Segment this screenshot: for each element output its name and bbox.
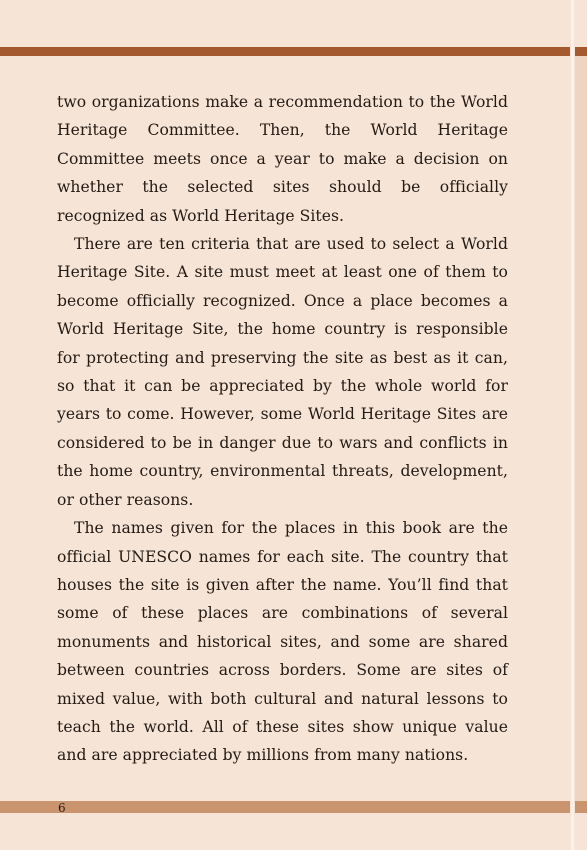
top-decorative-rule-right <box>575 47 587 56</box>
page-number: 6 <box>58 801 66 815</box>
paragraph-continuation: two organizations make a recommendation to the World Heritage Committee. Then, the World Heritage Committee meets once a year to make a decision on whether the selected sites should be officially recognized as World Heritage Sites. <box>57 93 508 225</box>
bottom-decorative-rule <box>0 801 570 813</box>
page-edge-stripe <box>571 0 574 850</box>
top-decorative-rule <box>0 47 570 56</box>
paragraph-names: The names given for the places in this book are the official UNESCO names for each site. The country that houses the site is given after the name. You’ll find that some of these places are combinations of several monuments and historical sites, and some are shared between countries across borders. Some are sites of mixed value, with both cultural and natural lessons to teach the world. All of these sites show unique value and are appreciated by millions from many nations. <box>57 519 508 765</box>
page-edge-band <box>575 56 587 801</box>
paragraph-criteria: There are ten criteria that are used to select a World Heritage Site. A site must meet at least one of them to become officially recognized. Once a place becomes a World Heritage Site, the home country is responsible for protecting and preserving the site as best as it can, so that it can be appreciated by the whole world for years to come. However, some World Heritage Sites are considered to be in danger due to wars and conflicts in the home country, environmental threats, development, or other reasons. <box>57 235 508 509</box>
bottom-decorative-rule-right <box>575 801 587 813</box>
body-text <box>57 88 508 770</box>
